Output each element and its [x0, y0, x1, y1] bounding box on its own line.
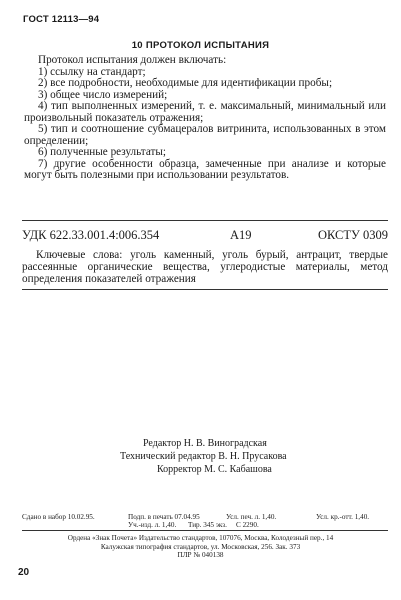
- imprint-divider: [22, 530, 388, 531]
- classification-line: [22, 228, 388, 244]
- publisher-line: Ордена «Знак Почета» Издательство стандартов, 107076, Москва, Колодезный пер., 14: [67, 534, 334, 542]
- divider-bottom: [22, 289, 388, 290]
- protocol-item: 4) тип выполненных измерений, т. е. максимальный, минимальный или произвольный показатель отражения;: [24, 100, 386, 124]
- publisher-block: [0, 534, 401, 560]
- protocol-intro: Протокол испытания должен включать:: [38, 54, 227, 66]
- license-line: ПЛР № 040138: [177, 551, 224, 559]
- protocol-section: [24, 55, 386, 182]
- protocol-item: 3) общее число измерений;: [38, 88, 168, 101]
- okstu-code: ОКСТУ 0309: [317, 228, 388, 242]
- udk-code: УДК 622.33.001.4:006.354: [22, 228, 160, 242]
- editor: Редактор Н. В. Виноградская: [143, 438, 267, 449]
- printed-sheets: Усл. печ. л. 1,40.: [226, 513, 277, 521]
- circulation: Тир. 345 экз.: [188, 521, 227, 529]
- standard-code-header: ГОСТ 12113—94: [23, 14, 100, 25]
- order-number: С 2290.: [236, 521, 259, 529]
- proofreader: Корректор М. С. Кабашова: [157, 464, 272, 475]
- submitted-date: Сдано в набор 10.02.95.: [22, 513, 95, 521]
- tech-editor: Технический редактор В. Н. Прусакова: [120, 451, 287, 462]
- signed-date: Подп. в печать 07.04.95: [128, 513, 200, 521]
- protocol-item: 2) все подробности, необходимые для идентификации пробы;: [38, 77, 333, 89]
- color-prints: Усл. кр.-отт. 1,40.: [316, 513, 370, 521]
- group-code: А19: [230, 228, 252, 242]
- section-title: 10 ПРОТОКОЛ ИСПЫТАНИЯ: [131, 40, 270, 51]
- editors-block: [120, 437, 287, 476]
- protocol-item: 5) тип и соотношение субмацералов витринита, использованных в этом определении;: [24, 123, 386, 147]
- protocol-item: 1) ссылку на стандарт;: [38, 65, 146, 78]
- protocol-item: 6) полученные результаты;: [38, 146, 167, 158]
- protocol-item: 7) другие особенности образца, замеченные при анализе и которые могут быть полезными при использовании результатов.: [24, 157, 386, 181]
- divider-top: [22, 220, 388, 221]
- publisher-sheets: Уч.-изд. л. 1,40.: [128, 521, 177, 529]
- page-number: 20: [18, 567, 30, 578]
- printer-line: Калужская типография стандартов, ул. Московская, 256. Зак. 373: [100, 542, 301, 551]
- keywords-paragraph: Ключевые слова: уголь каменный, уголь бурый, антрацит, твердые рассеянные органические вещества, углеродистые материалы, метод определения показателей отражения: [22, 249, 388, 285]
